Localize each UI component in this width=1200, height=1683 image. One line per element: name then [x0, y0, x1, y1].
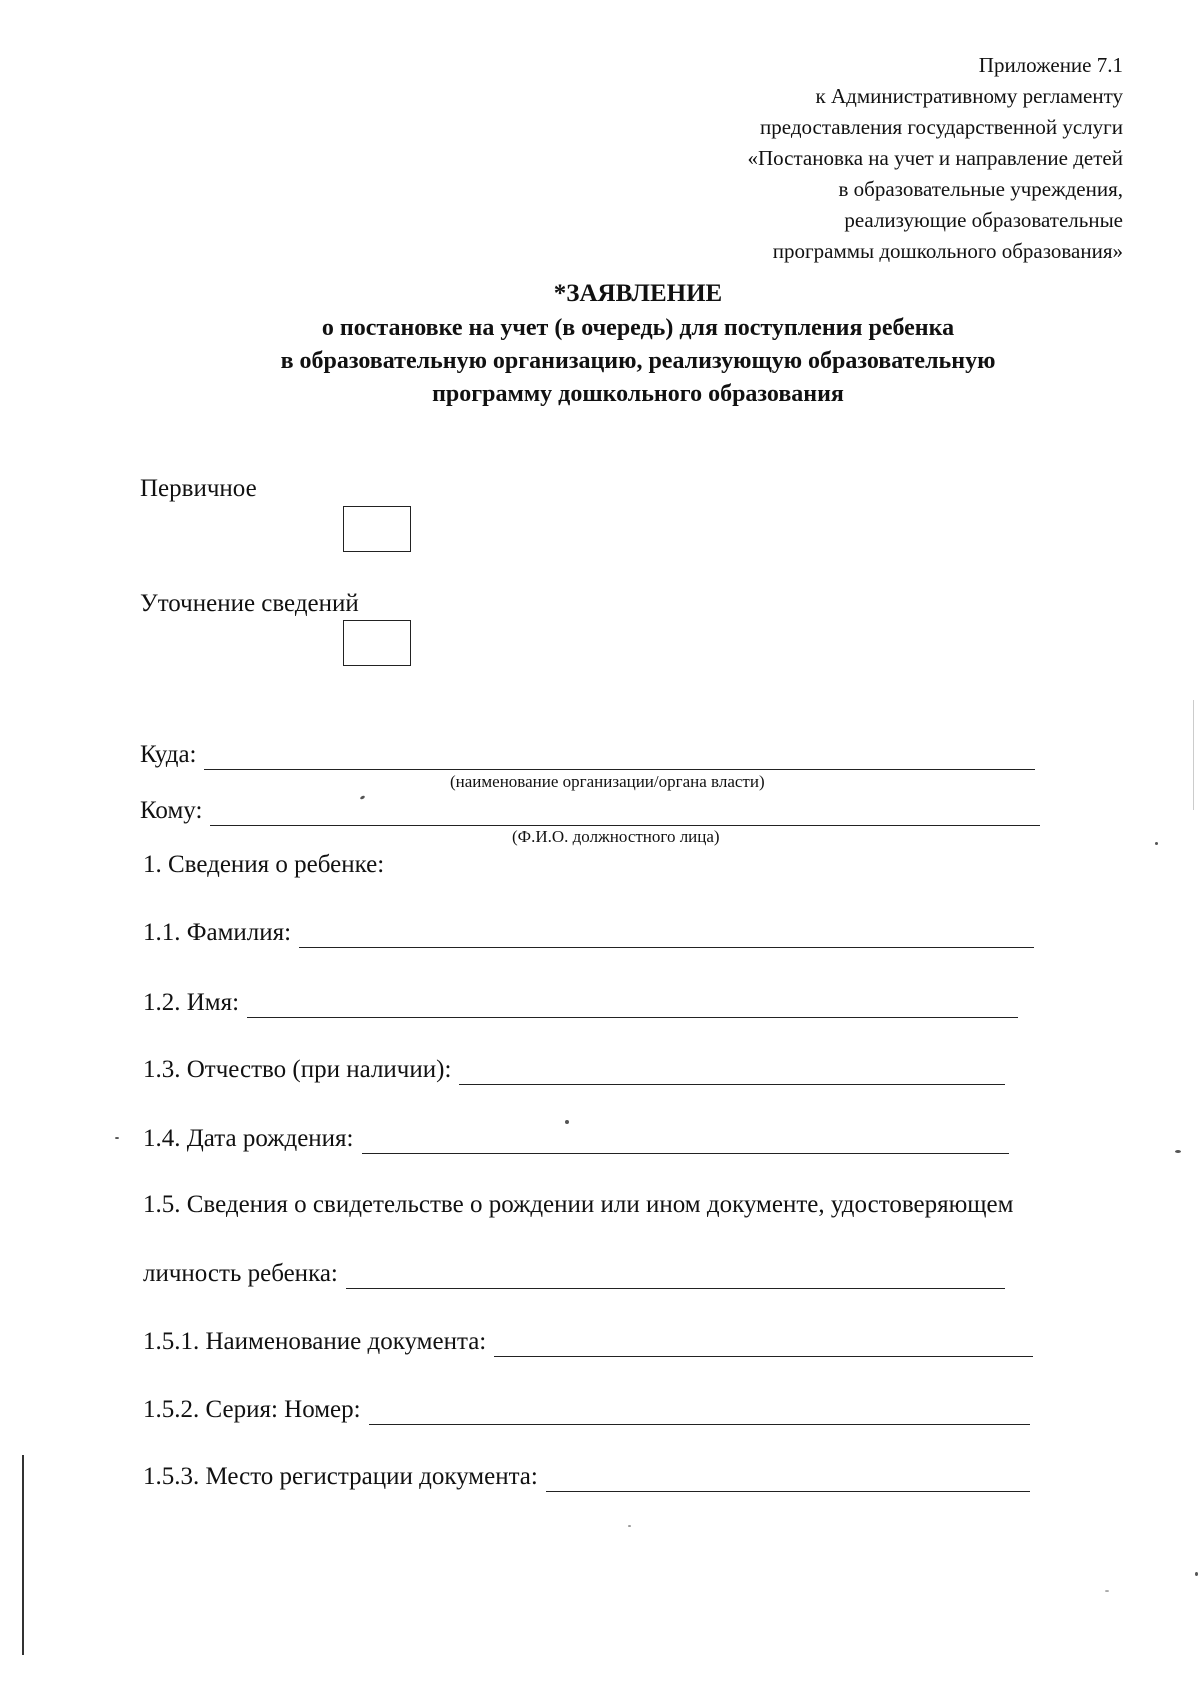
to-whom-label: Кому:	[140, 797, 203, 824]
section-child-heading: 1. Сведения о ребенке:	[143, 851, 385, 878]
name-label: 1.2. Имя:	[143, 989, 240, 1016]
primary-checkbox[interactable]	[343, 506, 411, 552]
doc-name-row	[143, 1327, 1033, 1357]
doc-place-input[interactable]	[546, 1467, 1030, 1492]
scan-speck	[1195, 1572, 1198, 1576]
birth-date-label: 1.4. Дата рождения:	[143, 1125, 354, 1152]
scan-edge-line	[22, 1455, 24, 1655]
scan-speck	[1175, 1150, 1181, 1153]
doc-name-label: 1.5.1. Наименование документа:	[143, 1328, 487, 1355]
appendix-line: к Административному регламенту	[815, 84, 1123, 108]
patronymic-label: 1.3. Отчество (при наличии):	[143, 1056, 452, 1083]
certificate-intro: 1.5. Сведения о свидетельстве о рождении или ином документе, удостоверяющем	[143, 1191, 1014, 1218]
appendix-line: в образовательные учреждения,	[838, 177, 1123, 201]
birth-date-input[interactable]	[362, 1129, 1010, 1154]
scan-speck	[115, 1137, 119, 1139]
document-title	[0, 276, 1200, 411]
appendix-header	[747, 50, 1123, 267]
patronymic-input[interactable]	[459, 1060, 1005, 1085]
appendix-line: Приложение 7.1	[978, 53, 1123, 77]
primary-label: Первичное	[140, 475, 257, 502]
identity-input[interactable]	[346, 1264, 1005, 1289]
identity-label: личность ребенка:	[143, 1260, 338, 1287]
birth-date-row	[143, 1124, 1009, 1154]
series-number-label: 1.5.2. Серия: Номер:	[143, 1396, 361, 1423]
surname-row	[143, 918, 1034, 948]
appendix-line: реализующие образовательные	[844, 208, 1123, 232]
to-where-hint: (наименование организации/органа власти)	[450, 772, 765, 791]
title-sub-line: программу дошкольного образования	[432, 381, 844, 407]
title-sub-line: о постановке на учет (в очередь) для поступления ребенка	[321, 315, 955, 341]
series-number-row	[143, 1395, 1030, 1425]
appendix-line: «Постановка на учет и направление детей	[747, 146, 1123, 170]
name-input[interactable]	[247, 993, 1018, 1018]
appendix-line: предоставления государственной услуги	[760, 115, 1123, 139]
patronymic-row	[143, 1055, 1005, 1085]
scan-speck	[628, 1525, 631, 1527]
surname-label: 1.1. Фамилия:	[143, 919, 292, 946]
scan-speck	[565, 1120, 569, 1124]
identity-row	[143, 1259, 1005, 1289]
title-main: *ЗАЯВЛЕНИЕ	[553, 280, 723, 307]
scan-speck	[1155, 842, 1158, 845]
to-whom-input[interactable]	[210, 801, 1040, 826]
to-whom-row	[140, 796, 1040, 826]
doc-name-input[interactable]	[494, 1332, 1033, 1357]
clarification-checkbox[interactable]	[343, 620, 411, 666]
to-whom-hint: (Ф.И.О. должностного лица)	[512, 827, 720, 846]
doc-place-label: 1.5.3. Место регистрации документа:	[143, 1463, 538, 1490]
series-number-input[interactable]	[369, 1400, 1030, 1425]
clarification-label: Уточнение сведений	[140, 590, 359, 617]
doc-place-row	[143, 1462, 1030, 1492]
scan-edge-line	[1193, 700, 1194, 810]
appendix-line: программы дошкольного образования»	[772, 239, 1123, 263]
title-sub-line: в образовательную организацию, реализующую образовательную	[280, 348, 996, 374]
to-where-label: Куда:	[140, 741, 197, 768]
name-row	[143, 988, 1018, 1018]
surname-input[interactable]	[299, 923, 1034, 948]
scan-speck	[1105, 1590, 1109, 1592]
to-where-input[interactable]	[204, 745, 1035, 770]
to-where-row	[140, 740, 1035, 770]
